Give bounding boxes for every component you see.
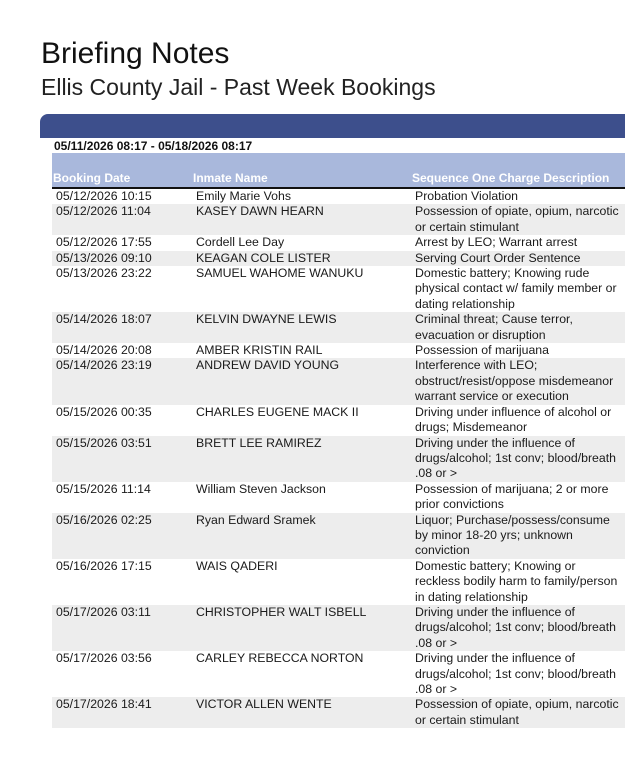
charge-cell: Driving under the influence of drugs/alcohol; 1st conv; blood/breath .08 or > [415, 435, 616, 481]
booking-date-cell: 05/15/2026 03:51 [56, 435, 152, 450]
booking-date-cell: 05/14/2026 18:07 [56, 312, 152, 327]
booking-date-cell: 05/12/2026 11:04 [56, 204, 151, 219]
table-row [52, 343, 625, 358]
charge-cell: Domestic battery; Knowing rude physical contact w/ family member or dating relationship [415, 266, 617, 311]
charge-cell: Driving under the influence of drugs/alcohol; 1st conv; blood/breath .08 or > [415, 604, 616, 650]
inmate-name-cell: KASEY DAWN HEARN [196, 204, 324, 219]
inmate-name-cell: WAIS QADERI [196, 558, 278, 573]
booking-date-cell: 05/17/2026 18:41 [56, 697, 152, 712]
table-row [52, 651, 625, 697]
inmate-name-cell: KEAGAN COLE LISTER [196, 250, 331, 265]
inmate-name-cell: BRETT LEE RAMIREZ [196, 435, 322, 450]
table-row [52, 559, 625, 605]
booking-date-cell: 05/16/2026 02:25 [56, 512, 152, 527]
booking-date-cell: 05/16/2026 17:15 [56, 558, 152, 573]
table-row [52, 513, 625, 559]
booking-date-cell: 05/13/2026 23:22 [56, 266, 152, 281]
table-row [52, 482, 625, 513]
page-subtitle: Ellis County Jail - Past Week Bookings [41, 74, 436, 100]
column-header-booking-date: Booking Date [53, 171, 131, 185]
booking-date-cell: 05/13/2026 09:10 [56, 250, 152, 265]
charge-cell: Arrest by LEO; Warrant arrest [415, 235, 578, 250]
booking-date-cell: 05/17/2026 03:11 [56, 604, 151, 619]
bookings-table-body [52, 189, 625, 728]
charge-cell: Liquor; Purchase/possess/consume by minor 18-20 yrs; unknown conviction [415, 512, 610, 558]
inmate-name-cell: Ryan Edward Sramek [196, 512, 316, 527]
charge-cell: Serving Court Order Sentence [415, 250, 581, 265]
charge-cell: Possession of marijuana; 2 or more prior convictions [415, 481, 609, 512]
booking-date-cell: 05/17/2026 03:56 [56, 651, 152, 666]
charge-cell: Domestic battery; Knowing or reckless bodily harm to family/person in dating relationship [415, 558, 618, 604]
table-row [52, 405, 625, 436]
inmate-name-cell: CARLEY REBECCA NORTON [196, 651, 364, 666]
table-row [52, 358, 625, 404]
charge-cell: Driving under influence of alcohol or drugs; Misdemeanor [415, 404, 612, 435]
inmate-name-cell: CHARLES EUGENE MACK II [196, 404, 359, 419]
table-row [52, 605, 625, 651]
table-row [52, 204, 625, 235]
inmate-name-cell: AMBER KRISTIN RAIL [196, 343, 323, 358]
charge-cell: Possession of opiate, opium, narcotic or certain stimulant [415, 697, 619, 727]
charge-cell: Possession of marijuana [415, 343, 549, 358]
inmate-name-cell: William Steven Jackson [196, 481, 326, 496]
table-row [52, 235, 625, 250]
inmate-name-cell: Cordell Lee Day [196, 235, 285, 250]
header-bar [40, 114, 625, 138]
charge-cell: Driving under the influence of drugs/alcohol; 1st conv; blood/breath .08 or > [415, 651, 616, 696]
booking-date-cell: 05/14/2026 20:08 [56, 343, 152, 358]
table-row [52, 436, 625, 482]
inmate-name-cell: KELVIN DWAYNE LEWIS [196, 312, 337, 327]
table-row [52, 251, 625, 266]
inmate-name-cell: VICTOR ALLEN WENTE [196, 697, 332, 712]
table-header [52, 153, 625, 189]
inmate-name-cell: CHRISTOPHER WALT ISBELL [196, 604, 367, 619]
page-title: Briefing Notes [41, 37, 230, 70]
booking-date-cell: 05/15/2026 11:14 [56, 481, 151, 496]
date-range: 05/11/2026 08:17 - 05/18/2026 08:17 [54, 139, 253, 153]
charge-cell: Criminal threat; Cause terror, evacuation or disruption [415, 312, 573, 342]
inmate-name-cell: ANDREW DAVID YOUNG [196, 358, 340, 373]
booking-date-cell: 05/14/2026 23:19 [56, 358, 152, 373]
column-header-charge-description: Sequence One Charge Description [412, 171, 610, 185]
charge-cell: Possession of opiate, opium, narcotic or certain stimulant [415, 204, 619, 234]
booking-date-cell: 05/15/2026 00:35 [56, 404, 152, 419]
booking-date-cell: 05/12/2026 10:15 [56, 189, 152, 203]
table-row [52, 266, 625, 312]
table-row [52, 312, 625, 343]
charge-cell: Probation Violation [415, 189, 519, 203]
charge-cell: Interference with LEO; obstruct/resist/oppose misdemeanor warrant service or execution [415, 358, 614, 404]
table-row [52, 189, 625, 204]
booking-date-cell: 05/12/2026 17:55 [56, 235, 152, 250]
inmate-name-cell: Emily Marie Vohs [196, 189, 291, 203]
inmate-name-cell: SAMUEL WAHOME WANUKU [196, 266, 364, 281]
table-row [52, 697, 625, 728]
column-header-inmate-name: Inmate Name [193, 171, 268, 185]
